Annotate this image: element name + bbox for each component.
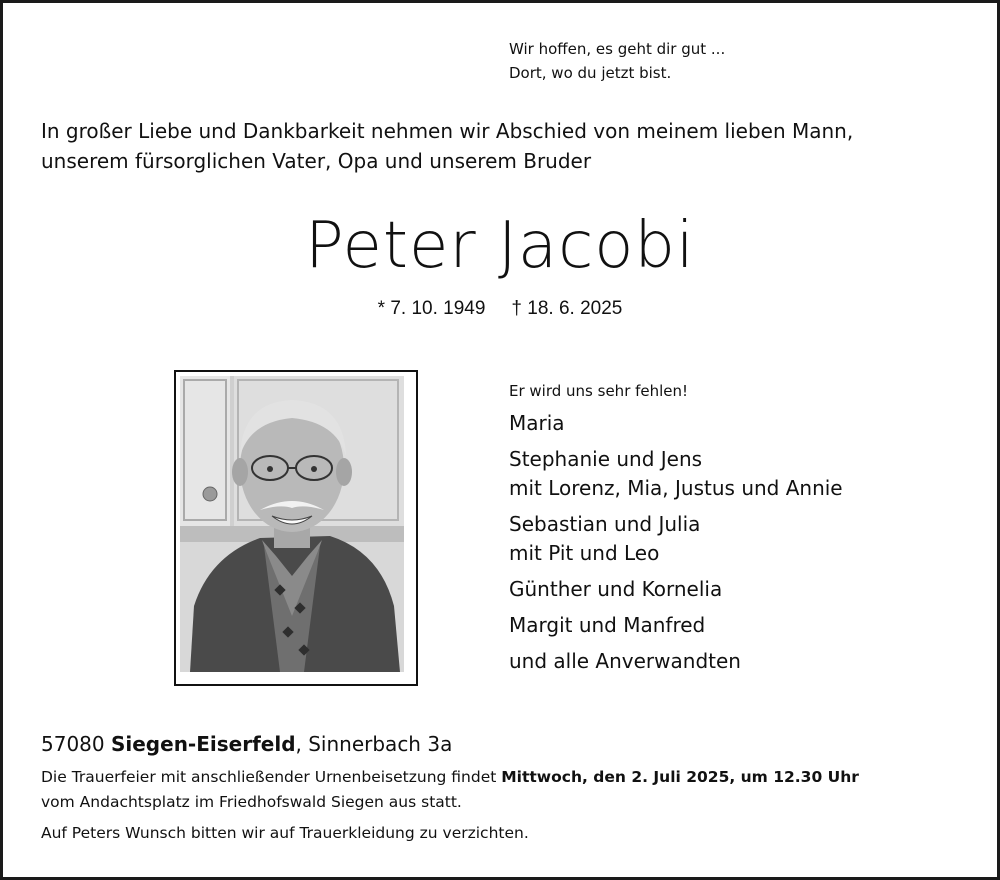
mourners-list xyxy=(509,379,843,683)
address-street: , Sinnerbach 3a xyxy=(295,732,453,756)
birth-date: * 7. 10. 1949 xyxy=(377,298,486,319)
mourner-line: Sebastian und Julia xyxy=(509,512,701,536)
family-address xyxy=(41,730,452,758)
motto-line-2: Dort, wo du jetzt bist. xyxy=(509,64,672,82)
service-text: Die Trauerfeier mit anschließender Urnenbeisetzung findet xyxy=(41,768,502,786)
mourner-line: Stephanie und Jens xyxy=(509,447,703,471)
motto xyxy=(509,37,725,85)
mourner-group xyxy=(509,510,843,568)
mourner-line: Günther und Kornelia xyxy=(509,577,723,601)
mourner-line: Margit und Manfred xyxy=(509,613,706,637)
portrait-photo xyxy=(180,376,404,672)
mourner-group xyxy=(509,409,843,438)
portrait-frame xyxy=(174,370,418,686)
service-info xyxy=(41,765,859,815)
mourner-line: mit Pit und Leo xyxy=(509,541,660,565)
mourner-group xyxy=(509,647,843,676)
mourner-group xyxy=(509,575,843,604)
service-location: vom Andachtsplatz im Friedhofswald Siegen aus statt. xyxy=(41,793,462,811)
mourner-line: und alle Anverwandten xyxy=(509,649,741,673)
intro-text xyxy=(41,116,971,176)
address-city: Siegen-Eiserfeld xyxy=(110,732,296,756)
address-zip: 57080 xyxy=(41,732,105,756)
life-dates xyxy=(3,298,997,320)
mourner-group xyxy=(509,445,843,503)
portrait-illustration xyxy=(180,376,404,672)
dress-code-note: Auf Peters Wunsch bitten wir auf Trauerkleidung zu verzichten. xyxy=(41,824,529,842)
motto-line-1: Wir hoffen, es geht dir gut ... xyxy=(509,40,726,58)
mourner-line: mit Lorenz, Mia, Justus und Annie xyxy=(509,476,843,500)
intro-line-2: unserem fürsorglichen Vater, Opa und unserem Bruder xyxy=(41,149,592,173)
service-date: Mittwoch, den 2. Juli 2025, um 12.30 Uhr xyxy=(501,768,859,786)
intro-line-1: In großer Liebe und Dankbarkeit nehmen wir Abschied von meinem lieben Mann, xyxy=(41,119,854,143)
mourner-group xyxy=(509,611,843,640)
mourners-heading: Er wird uns sehr fehlen! xyxy=(509,382,689,400)
deceased-name: Peter Jacobi xyxy=(305,209,695,283)
mourner-line: Maria xyxy=(509,411,565,435)
death-date: † 18. 6. 2025 xyxy=(511,298,623,319)
